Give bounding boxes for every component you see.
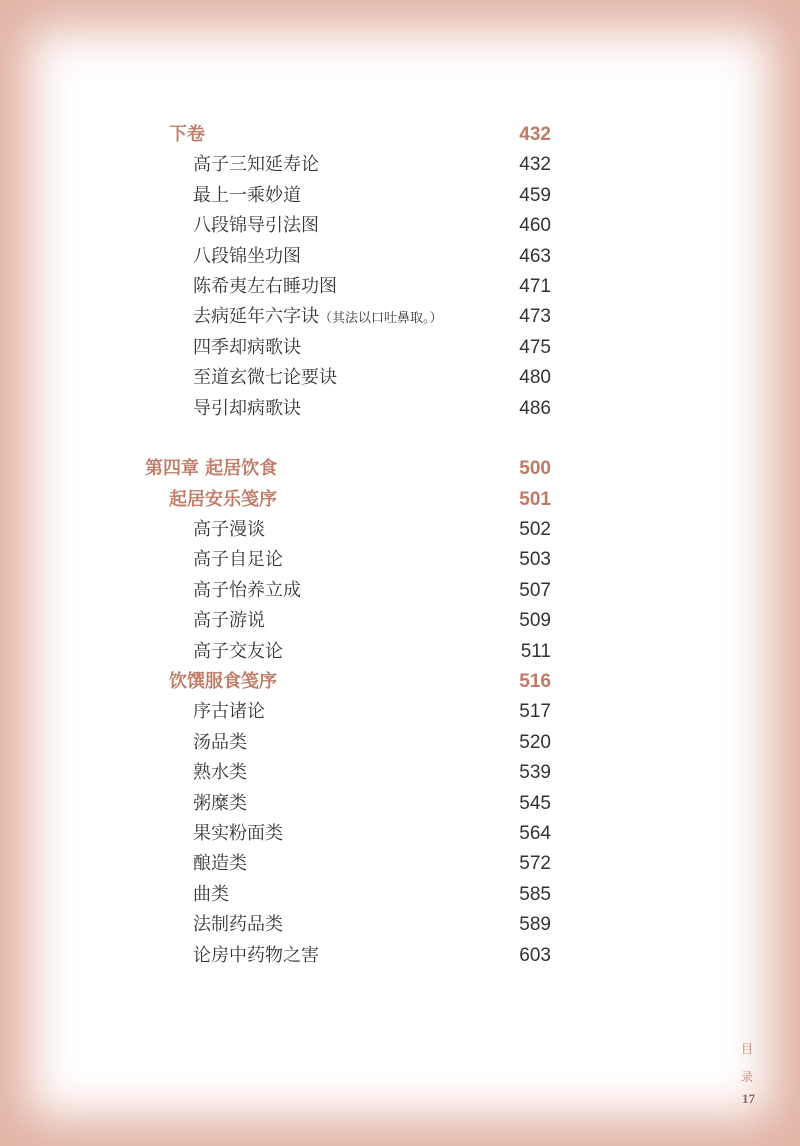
toc-entry-title	[193, 394, 301, 424]
toc-title-text: 饮馔服食笺序	[169, 671, 277, 693]
toc-page-number: 509	[519, 610, 551, 632]
toc-entry-title	[193, 515, 265, 545]
page-number: 17	[742, 1091, 755, 1106]
toc-item-row[interactable]	[0, 211, 800, 241]
toc-title-text: 至道玄微七论要诀	[193, 367, 337, 389]
toc-title-text: 法制药品类	[193, 914, 283, 936]
toc-title-text: 下卷	[169, 124, 205, 145]
toc-entry-title	[193, 880, 229, 910]
toc-item-row[interactable]	[0, 910, 800, 940]
toc-title-text: 最上一乘妙道	[193, 184, 301, 206]
toc-title-text: 高子交友论	[193, 640, 283, 662]
toc-title-text: 起居安乐笺序	[169, 488, 277, 510]
toc-entry-title	[193, 789, 247, 819]
running-head-lu: 录	[741, 1070, 754, 1084]
toc-entry-title	[193, 728, 247, 758]
toc-item-row[interactable]	[0, 606, 800, 636]
toc-item-row[interactable]	[0, 363, 800, 393]
toc-page-number: 507	[519, 579, 551, 601]
toc-page-number: 589	[519, 914, 551, 936]
toc-page-number: 539	[519, 762, 551, 784]
toc-entry-title	[193, 272, 337, 302]
toc-title-text: 高子自足论	[193, 549, 283, 571]
toc-entry-title	[193, 910, 283, 940]
toc-page-number: 500	[519, 458, 551, 480]
toc-item-row[interactable]	[0, 181, 800, 211]
toc-page-number: 432	[519, 124, 551, 145]
toc-entry-title	[193, 363, 337, 393]
toc-page-number: 502	[519, 519, 551, 541]
toc-entry-title	[193, 150, 319, 180]
toc-entry-title	[193, 545, 283, 575]
toc-item-row[interactable]	[0, 849, 800, 879]
running-head-mu: 目	[741, 1042, 754, 1056]
toc-item-row[interactable]	[0, 941, 800, 971]
toc-title-text: 第四章 起居饮食	[145, 458, 278, 480]
toc-entry-title	[193, 242, 301, 272]
toc-entry-title	[193, 697, 265, 727]
toc-page-number: 572	[519, 853, 551, 875]
toc-item-row[interactable]	[0, 758, 800, 788]
toc-title-text: 去病延年六字诀	[193, 306, 319, 328]
toc-item-row[interactable]	[0, 545, 800, 575]
toc-title-text: 酿造类	[193, 853, 247, 875]
toc-title-note: （其法以口吐鼻取。）	[319, 311, 443, 327]
toc-item-row[interactable]	[0, 697, 800, 727]
toc-item-row[interactable]	[0, 819, 800, 849]
toc-page-number: 603	[519, 944, 551, 966]
toc-section-row[interactable]	[0, 485, 800, 515]
toc-entry-title	[193, 758, 247, 788]
toc-page-number: 463	[519, 245, 551, 267]
toc-title-text: 曲类	[193, 883, 229, 905]
toc-item-row[interactable]	[0, 637, 800, 667]
toc-page-number: 471	[519, 275, 551, 297]
toc-title-text: 陈希夷左右睡功图	[193, 275, 337, 297]
toc-title-text: 高子漫谈	[193, 519, 265, 541]
toc-page-number: 516	[519, 671, 551, 693]
toc-item-row[interactable]	[0, 576, 800, 606]
toc-section-row[interactable]	[0, 667, 800, 697]
toc-title-text: 高子怡养立成	[193, 579, 301, 601]
toc-title-text: 果实粉面类	[193, 822, 283, 844]
toc-page-number: 501	[519, 488, 551, 510]
toc-entry-title	[193, 819, 283, 849]
toc-entry-title	[193, 181, 301, 211]
toc-entry-title	[193, 637, 283, 667]
toc-page-number: 432	[519, 154, 551, 176]
toc-item-row[interactable]	[0, 515, 800, 545]
toc-title-text: 高子三知延寿论	[193, 154, 319, 176]
toc-page-number: 585	[519, 883, 551, 905]
toc-chapter-row[interactable]	[0, 454, 800, 484]
toc-title-text: 高子游说	[193, 610, 265, 632]
toc-title-text: 论房中药物之害	[193, 944, 319, 966]
toc-page-number: 511	[520, 640, 551, 662]
toc-entry-title	[169, 667, 277, 697]
toc-title-text: 粥糜类	[193, 792, 247, 814]
toc-page-number: 503	[519, 549, 551, 571]
toc-page-number: 459	[519, 184, 551, 206]
toc-item-row[interactable]	[0, 302, 800, 332]
toc-item-row[interactable]	[0, 789, 800, 819]
table-of-contents	[0, 120, 800, 971]
toc-item-row[interactable]	[0, 394, 800, 424]
toc-entry-title	[169, 120, 205, 150]
toc-entry-title	[193, 941, 319, 971]
toc-section-row[interactable]	[0, 120, 800, 150]
toc-title-text: 八段锦导引法图	[193, 215, 319, 237]
toc-title-text: 序古诸论	[193, 701, 265, 723]
toc-entry-title	[193, 849, 247, 879]
toc-page-number: 480	[519, 367, 551, 389]
toc-page-number: 486	[519, 397, 551, 419]
toc-spacer	[0, 424, 800, 454]
toc-page-number: 460	[519, 215, 551, 237]
toc-page-number: 517	[519, 701, 551, 723]
toc-page-number: 564	[519, 822, 551, 844]
toc-title-text: 熟水类	[193, 762, 247, 784]
toc-item-row[interactable]	[0, 880, 800, 910]
toc-entry-title	[193, 606, 265, 636]
toc-page-number: 475	[519, 336, 551, 358]
toc-title-text: 导引却病歌诀	[193, 397, 301, 419]
toc-entry-title	[193, 302, 443, 334]
toc-page-number: 520	[519, 731, 551, 753]
toc-page-number: 473	[519, 306, 551, 328]
toc-item-row[interactable]	[0, 728, 800, 758]
toc-entry-title	[193, 333, 301, 363]
toc-entry-title	[193, 576, 301, 606]
toc-entry-title	[193, 211, 319, 241]
toc-title-text: 汤品类	[193, 731, 247, 753]
toc-item-row[interactable]	[0, 333, 800, 363]
toc-title-text: 四季却病歌诀	[193, 336, 301, 358]
toc-item-row[interactable]	[0, 272, 800, 302]
toc-item-row[interactable]	[0, 242, 800, 272]
toc-entry-title	[145, 454, 277, 484]
toc-page-number: 545	[519, 792, 551, 814]
toc-item-row[interactable]	[0, 150, 800, 180]
toc-title-text: 八段锦坐功图	[193, 245, 301, 267]
toc-entry-title	[169, 485, 277, 515]
